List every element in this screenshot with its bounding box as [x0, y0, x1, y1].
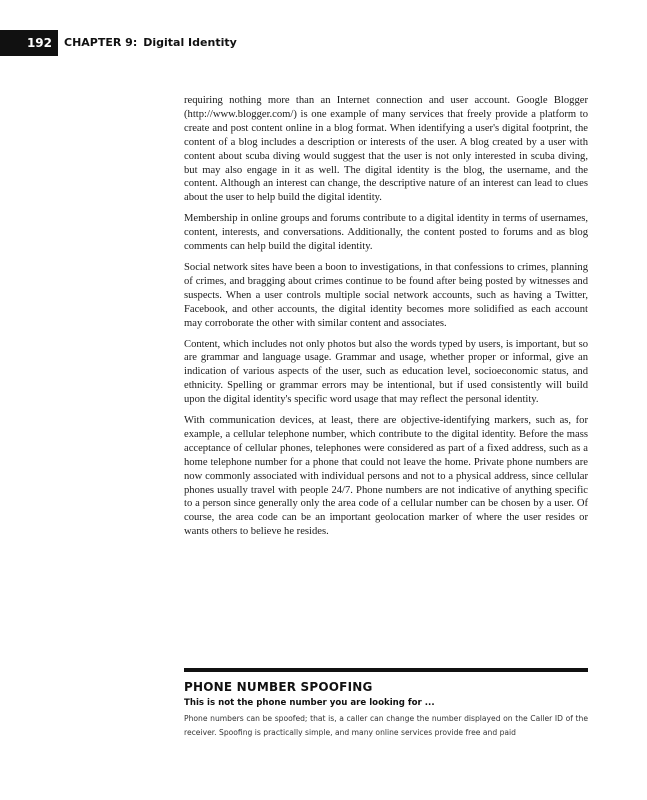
chapter-title: Digital Identity: [143, 36, 237, 49]
chapter-label: CHAPTER 9:: [64, 36, 138, 49]
sidebar-subtitle: This is not the phone number you are looking for ...: [184, 698, 435, 708]
sidebar-title: PHONE NUMBER SPOOFING: [184, 680, 373, 694]
paragraph: With communication devices, at least, there are objective-identifying markers, such as, for example, a cellular telephone number, which contribute to the digital identity. Before the mass acceptance of cellular phones, telephones were considered as part of a fixed address, such as a home telephone number for a phone that could not leave the home. Private phone numbers are now commonly associated with individual persons and not to a physical address, since cellular phones usually travel with people 24/7. Phone numbers are not indicative of anything specific to a person since generally only the area code of a cellular number can be chosen by a user. Of course, the area code can be an important geolocation marker of where the user resides or wants others to believe he resides.: [184, 415, 588, 538]
paragraph: Membership in online groups and forums contribute to a digital identity in terms of usernames, content, interests, and conversations. Additionally, the content posted to forums and as blog comments can help build the digital identity.: [184, 213, 588, 253]
sidebar-text: Phone numbers can be spoofed; that is, a caller can change the number displayed on the Caller ID of the receiver. Spoofing is practically simple, and many online services provide free and paid: [184, 714, 588, 737]
chapter-heading: [64, 30, 237, 56]
running-header: [0, 30, 647, 56]
body-text: [184, 94, 588, 546]
sidebar-box: [184, 668, 588, 740]
paragraph: requiring nothing more than an Internet connection and user account. Google Blogger (http://www.blogger.com/) is one example of many services that freely provide a platform to create and post content online in a blog format. When identifying a user's digital footprint, the content of a blog includes a description or interests of the user. A blog created by a user with content about scuba diving would suggest that the user is not only interested in scuba diving, but may also engage in it as well. The digital identity is the blog, the username, and the content. Although an interest can change, the descriptive nature of an interest can lead to clues about the user to help build the digital identity.: [184, 95, 588, 204]
paragraph: Social network sites have been a boon to investigations, in that confessions to crimes, planning of crimes, and bragging about crimes continue to be found after being posted by witnesses and suspects. When a user controls multiple social network accounts, such as having a Twitter, Facebook, and other accounts, the digital identity becomes more solidified as each account may corroborate the other with similar content and associates.: [184, 261, 588, 329]
page-number: 192: [0, 30, 58, 56]
paragraph: Content, which includes not only photos but also the words typed by users, is important, but so are grammar and language usage. Grammar and usage, whether proper or informal, give an indication of various aspects of the user, such as education level, socioeconomic status, and ethnicity. Spelling or grammar errors may be intentional, but if used consistently will build upon the digital identity's specific word usage that may reflect the personal identity.: [184, 338, 588, 406]
